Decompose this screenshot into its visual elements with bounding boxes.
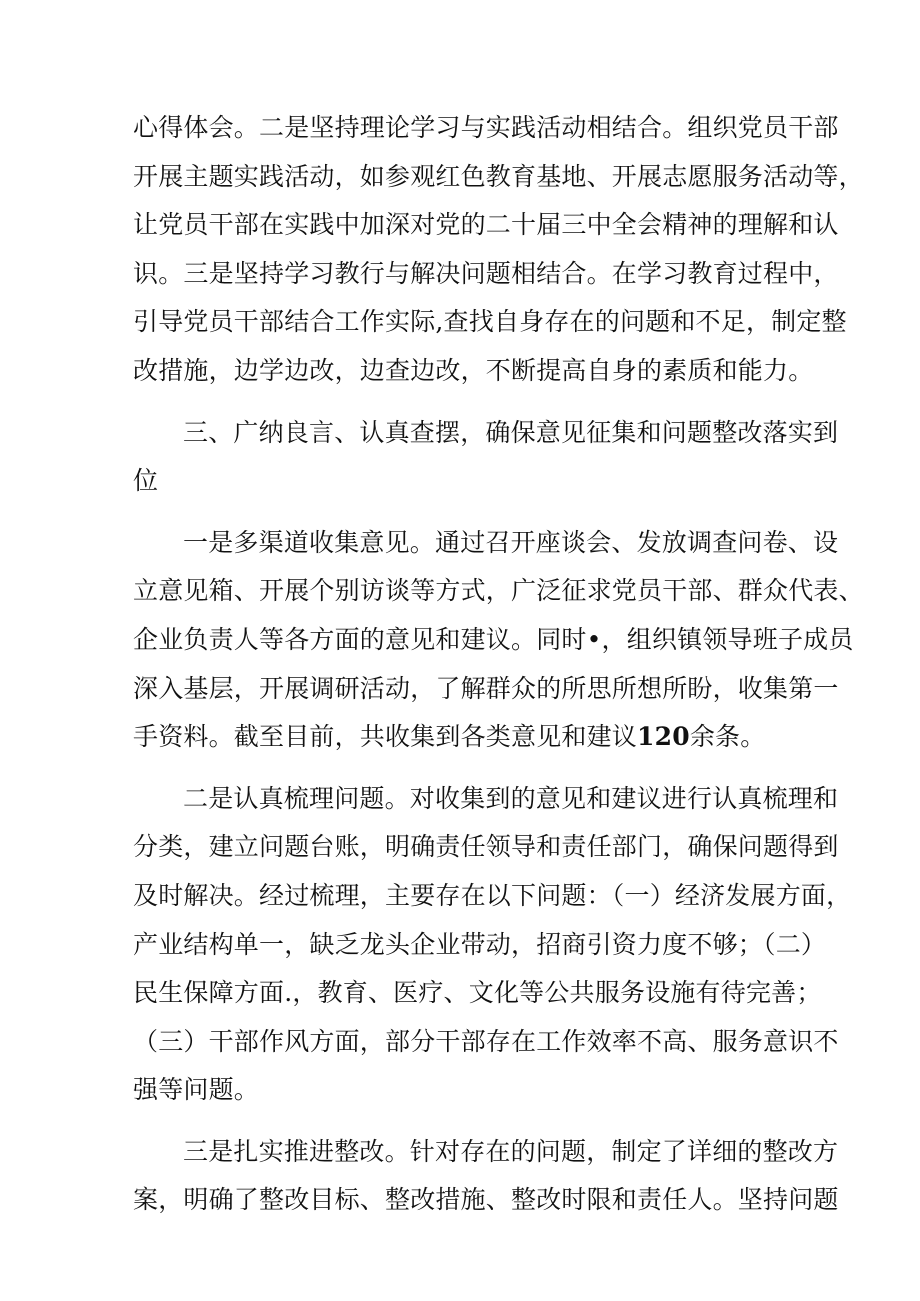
text-line: 三是扎实推进整改。针对存在的问题，制定了详细的整改方 (183, 1136, 839, 1166)
text-line: 让党员干部在实践中加深对党的二十届三中全会精神的理解和认 (133, 210, 839, 240)
section-heading-3 (133, 409, 839, 506)
paragraph-rectification (133, 1128, 839, 1225)
text-line: 改措施，边学边改，边查边改，不断提高自身的素质和能力。 (133, 355, 814, 385)
text-line: 开展主题实践活动，如参观红色教育基地、开展志愿服务活动等， (133, 161, 864, 191)
text-line: 立意见箱、开展个别访谈等方式，广泛征求党员干部、群众代表、 (133, 576, 864, 606)
text-fragment: 余条。 (689, 722, 766, 752)
text-line: 深入基层，开展调研活动，了解群众的所思所想所盼，收集第一 (133, 673, 839, 703)
text-line: 及时解决。经过梳理，主要存在以下问题：（一）经济发展方面， (133, 880, 852, 910)
text-line: 识。三是坚持学习教行与解决问题相结合。在学习教育过程中， (133, 258, 839, 288)
text-line: （三）干部作风方面，部分干部存在工作效率不高、服务意识不 (133, 1026, 839, 1056)
text-line: 一是多渠道收集意见。通过召开座谈会、发放调查问卷、设 (183, 527, 839, 557)
text-line: 民生保障方面.，教育、医疗、文化等公共服务设施有待完善； (133, 978, 822, 1008)
document-body (133, 104, 864, 1225)
paragraph-sort-problems (133, 775, 852, 1115)
text-line: 分类，建立问题台账，明确责任领导和责任部门，确保问题得到 (133, 832, 839, 862)
paragraph-study-practice (133, 104, 864, 396)
text-line: 案，明确了整改目标、整改措施、整改时限和责任人。坚持问题 (133, 1185, 839, 1215)
heading-line: 位 (133, 466, 159, 496)
count-number: 120 (637, 722, 690, 752)
text-line: 产业结构单一，缺乏龙头企业带动，招商引资力度不够；（二） (133, 929, 827, 959)
paragraph-collect-opinions (133, 519, 864, 762)
text-line: 企业负责人等各方面的意见和建议。同时•，组织镇领导班子成员 (133, 624, 854, 654)
text-line: 强等问题。 (133, 1075, 260, 1105)
text-line: 二是认真梳理问题。对收集到的意见和建议进行认真梳理和 (183, 783, 839, 813)
text-line: 引导党员干部结合工作实际,查找自身存在的问题和不足，制定整 (133, 307, 847, 337)
text-fragment: 手资料。截至目前，共收集到各类意见和建议 (133, 722, 638, 752)
text-line (133, 713, 795, 762)
text-line: 心得体会。二是坚持理论学习与实践活动相结合。组织党员干部 (133, 113, 839, 142)
heading-line: 三、广纳良言、认真查摆，确保意见征集和问题整改落实到 (183, 417, 839, 447)
